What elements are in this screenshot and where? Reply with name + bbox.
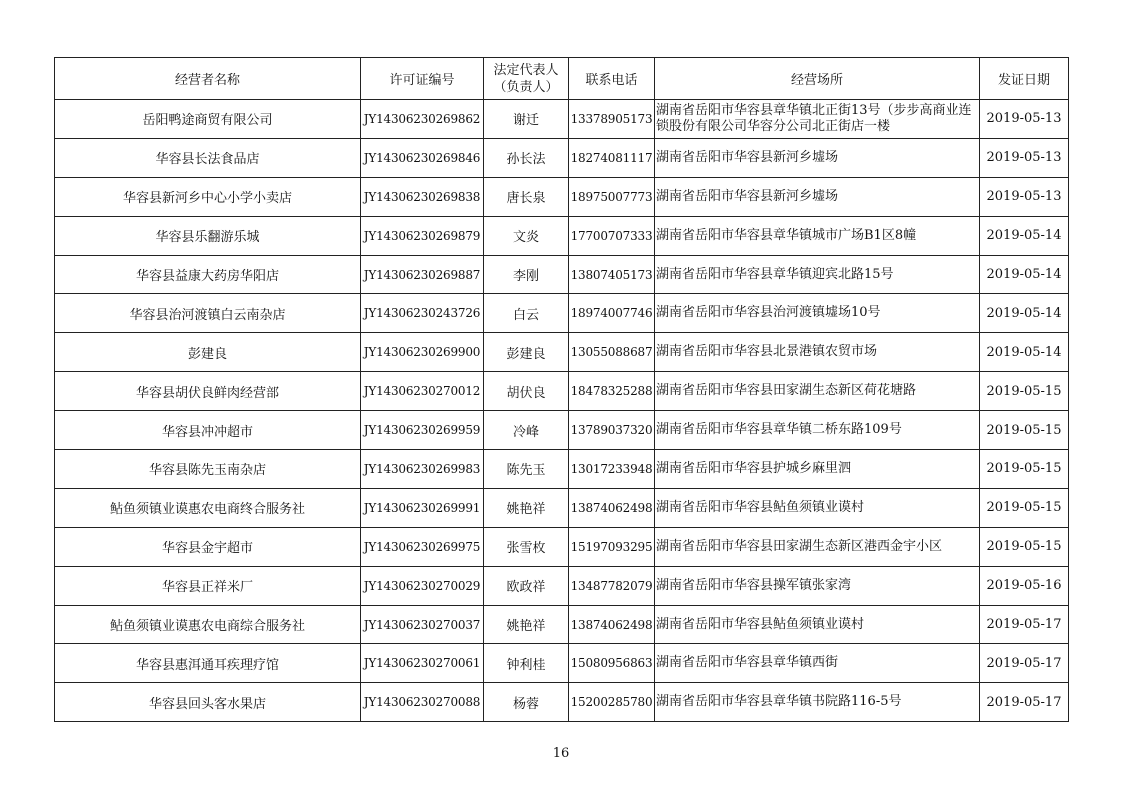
cell-phone: 13378905173 (569, 100, 655, 139)
cell-legal-representative: 杨蓉 (484, 683, 569, 722)
cell-phone: 13487782079 (569, 566, 655, 605)
cell-business-address: 湖南省岳阳市华容县章华镇城市广场B1区8幢 (655, 216, 980, 255)
license-table (54, 57, 1069, 722)
cell-operator-name: 华容县长法食品店 (55, 138, 361, 177)
cell-phone: 18974007746 (569, 294, 655, 333)
cell-issue-date: 2019-05-17 (980, 644, 1069, 683)
cell-legal-representative: 唐长泉 (484, 177, 569, 216)
cell-business-address: 湖南省岳阳市华容县章华镇北正街13号（步步高商业连锁股份有限公司华容分公司北正街店一楼 (655, 100, 980, 139)
cell-operator-name: 华容县胡伏良鲜肉经营部 (55, 372, 361, 411)
cell-business-address: 湖南省岳阳市华容县操军镇张家湾 (655, 566, 980, 605)
header-row (55, 58, 1069, 100)
cell-operator-name: 华容县回头客水果店 (55, 683, 361, 722)
table-body (55, 100, 1069, 722)
cell-business-address: 湖南省岳阳市华容县章华镇书院路116-5号 (655, 683, 980, 722)
table-row (55, 450, 1069, 489)
cell-legal-representative: 姚艳祥 (484, 488, 569, 527)
table-row (55, 294, 1069, 333)
cell-phone: 15197093295 (569, 527, 655, 566)
header-license-number: 许可证编号 (361, 58, 484, 100)
cell-license-number: JY14306230269983 (361, 450, 484, 489)
cell-issue-date: 2019-05-15 (980, 450, 1069, 489)
cell-phone: 13789037320 (569, 411, 655, 450)
cell-issue-date: 2019-05-14 (980, 333, 1069, 372)
cell-business-address: 湖南省岳阳市华容县新河乡墟场 (655, 138, 980, 177)
cell-phone: 18274081117 (569, 138, 655, 177)
table-row (55, 333, 1069, 372)
table-row (55, 605, 1069, 644)
cell-business-address: 湖南省岳阳市华容县章华镇西街 (655, 644, 980, 683)
page-number: 16 (552, 746, 570, 761)
cell-issue-date: 2019-05-14 (980, 255, 1069, 294)
cell-operator-name: 华容县陈先玉南杂店 (55, 450, 361, 489)
cell-legal-representative: 李刚 (484, 255, 569, 294)
header-phone: 联系电话 (569, 58, 655, 100)
cell-issue-date: 2019-05-15 (980, 411, 1069, 450)
cell-phone: 17700707333 (569, 216, 655, 255)
cell-legal-representative: 钟利桂 (484, 644, 569, 683)
cell-issue-date: 2019-05-17 (980, 605, 1069, 644)
cell-operator-name: 岳阳鸭途商贸有限公司 (55, 100, 361, 139)
cell-phone: 13017233948 (569, 450, 655, 489)
cell-legal-representative: 张雪枚 (484, 527, 569, 566)
cell-operator-name: 华容县新河乡中心小学小卖店 (55, 177, 361, 216)
cell-legal-representative: 白云 (484, 294, 569, 333)
cell-business-address: 湖南省岳阳市华容县新河乡墟场 (655, 177, 980, 216)
header-operator-name: 经营者名称 (55, 58, 361, 100)
cell-phone: 15200285780 (569, 683, 655, 722)
cell-license-number: JY14306230270061 (361, 644, 484, 683)
cell-operator-name: 华容县惠洱通耳疾理疗馆 (55, 644, 361, 683)
cell-license-number: JY14306230269887 (361, 255, 484, 294)
cell-issue-date: 2019-05-16 (980, 566, 1069, 605)
cell-issue-date: 2019-05-17 (980, 683, 1069, 722)
cell-legal-representative: 冷峰 (484, 411, 569, 450)
cell-phone: 18478325288 (569, 372, 655, 411)
header-legal-representative: 法定代表人（负责人） (484, 58, 569, 100)
cell-business-address: 湖南省岳阳市华容县田家湖生态新区港西金宇小区 (655, 527, 980, 566)
cell-legal-representative: 欧政祥 (484, 566, 569, 605)
cell-license-number: JY14306230269991 (361, 488, 484, 527)
cell-business-address: 湖南省岳阳市华容县北景港镇农贸市场 (655, 333, 980, 372)
cell-license-number: JY14306230270012 (361, 372, 484, 411)
cell-business-address: 湖南省岳阳市华容县鲇鱼须镇业谟村 (655, 488, 980, 527)
table-header (55, 58, 1069, 100)
table-row (55, 372, 1069, 411)
cell-legal-representative: 陈先玉 (484, 450, 569, 489)
cell-legal-representative: 胡伏良 (484, 372, 569, 411)
cell-license-number: JY14306230269838 (361, 177, 484, 216)
cell-business-address: 湖南省岳阳市华容县章华镇二桥东路109号 (655, 411, 980, 450)
table-row (55, 527, 1069, 566)
cell-operator-name: 华容县治河渡镇白云南杂店 (55, 294, 361, 333)
table-row (55, 138, 1069, 177)
table-row (55, 683, 1069, 722)
cell-operator-name: 华容县金宇超市 (55, 527, 361, 566)
cell-phone: 18975007773 (569, 177, 655, 216)
cell-license-number: JY14306230270088 (361, 683, 484, 722)
cell-issue-date: 2019-05-14 (980, 294, 1069, 333)
cell-legal-representative: 谢迁 (484, 100, 569, 139)
cell-legal-representative: 孙长法 (484, 138, 569, 177)
cell-license-number: JY14306230243726 (361, 294, 484, 333)
cell-business-address: 湖南省岳阳市华容县章华镇迎宾北路15号 (655, 255, 980, 294)
cell-issue-date: 2019-05-15 (980, 372, 1069, 411)
cell-operator-name: 华容县冲冲超市 (55, 411, 361, 450)
cell-operator-name: 华容县正祥米厂 (55, 566, 361, 605)
cell-operator-name: 鲇鱼须镇业谟惠农电商综合服务社 (55, 605, 361, 644)
cell-phone: 15080956863 (569, 644, 655, 683)
cell-license-number: JY14306230269975 (361, 527, 484, 566)
cell-operator-name: 彭建良 (55, 333, 361, 372)
cell-phone: 13807405173 (569, 255, 655, 294)
table-row (55, 255, 1069, 294)
cell-issue-date: 2019-05-13 (980, 100, 1069, 139)
cell-legal-representative: 姚艳祥 (484, 605, 569, 644)
cell-operator-name: 华容县乐翻游乐城 (55, 216, 361, 255)
table-row (55, 566, 1069, 605)
cell-business-address: 湖南省岳阳市华容县治河渡镇墟场10号 (655, 294, 980, 333)
table-row (55, 411, 1069, 450)
cell-phone: 13874062498 (569, 605, 655, 644)
cell-license-number: JY14306230269879 (361, 216, 484, 255)
cell-license-number: JY14306230269846 (361, 138, 484, 177)
table-row (55, 216, 1069, 255)
cell-business-address: 湖南省岳阳市华容县鲇鱼须镇业谟村 (655, 605, 980, 644)
cell-operator-name: 华容县益康大药房华阳店 (55, 255, 361, 294)
cell-issue-date: 2019-05-13 (980, 138, 1069, 177)
cell-license-number: JY14306230269959 (361, 411, 484, 450)
cell-phone: 13874062498 (569, 488, 655, 527)
cell-license-number: JY14306230269900 (361, 333, 484, 372)
cell-legal-representative: 彭建良 (484, 333, 569, 372)
table-row (55, 100, 1069, 139)
cell-phone: 13055088687 (569, 333, 655, 372)
cell-issue-date: 2019-05-15 (980, 527, 1069, 566)
header-issue-date: 发证日期 (980, 58, 1069, 100)
cell-issue-date: 2019-05-13 (980, 177, 1069, 216)
table-row (55, 488, 1069, 527)
cell-license-number: JY14306230269862 (361, 100, 484, 139)
cell-issue-date: 2019-05-15 (980, 488, 1069, 527)
cell-business-address: 湖南省岳阳市华容县护城乡麻里泗 (655, 450, 980, 489)
cell-operator-name: 鲇鱼须镇业谟惠农电商终合服务社 (55, 488, 361, 527)
cell-license-number: JY14306230270029 (361, 566, 484, 605)
cell-license-number: JY14306230270037 (361, 605, 484, 644)
cell-business-address: 湖南省岳阳市华容县田家湖生态新区荷花塘路 (655, 372, 980, 411)
cell-legal-representative: 文炎 (484, 216, 569, 255)
cell-issue-date: 2019-05-14 (980, 216, 1069, 255)
table-row (55, 644, 1069, 683)
table-row (55, 177, 1069, 216)
header-business-address: 经营场所 (655, 58, 980, 100)
